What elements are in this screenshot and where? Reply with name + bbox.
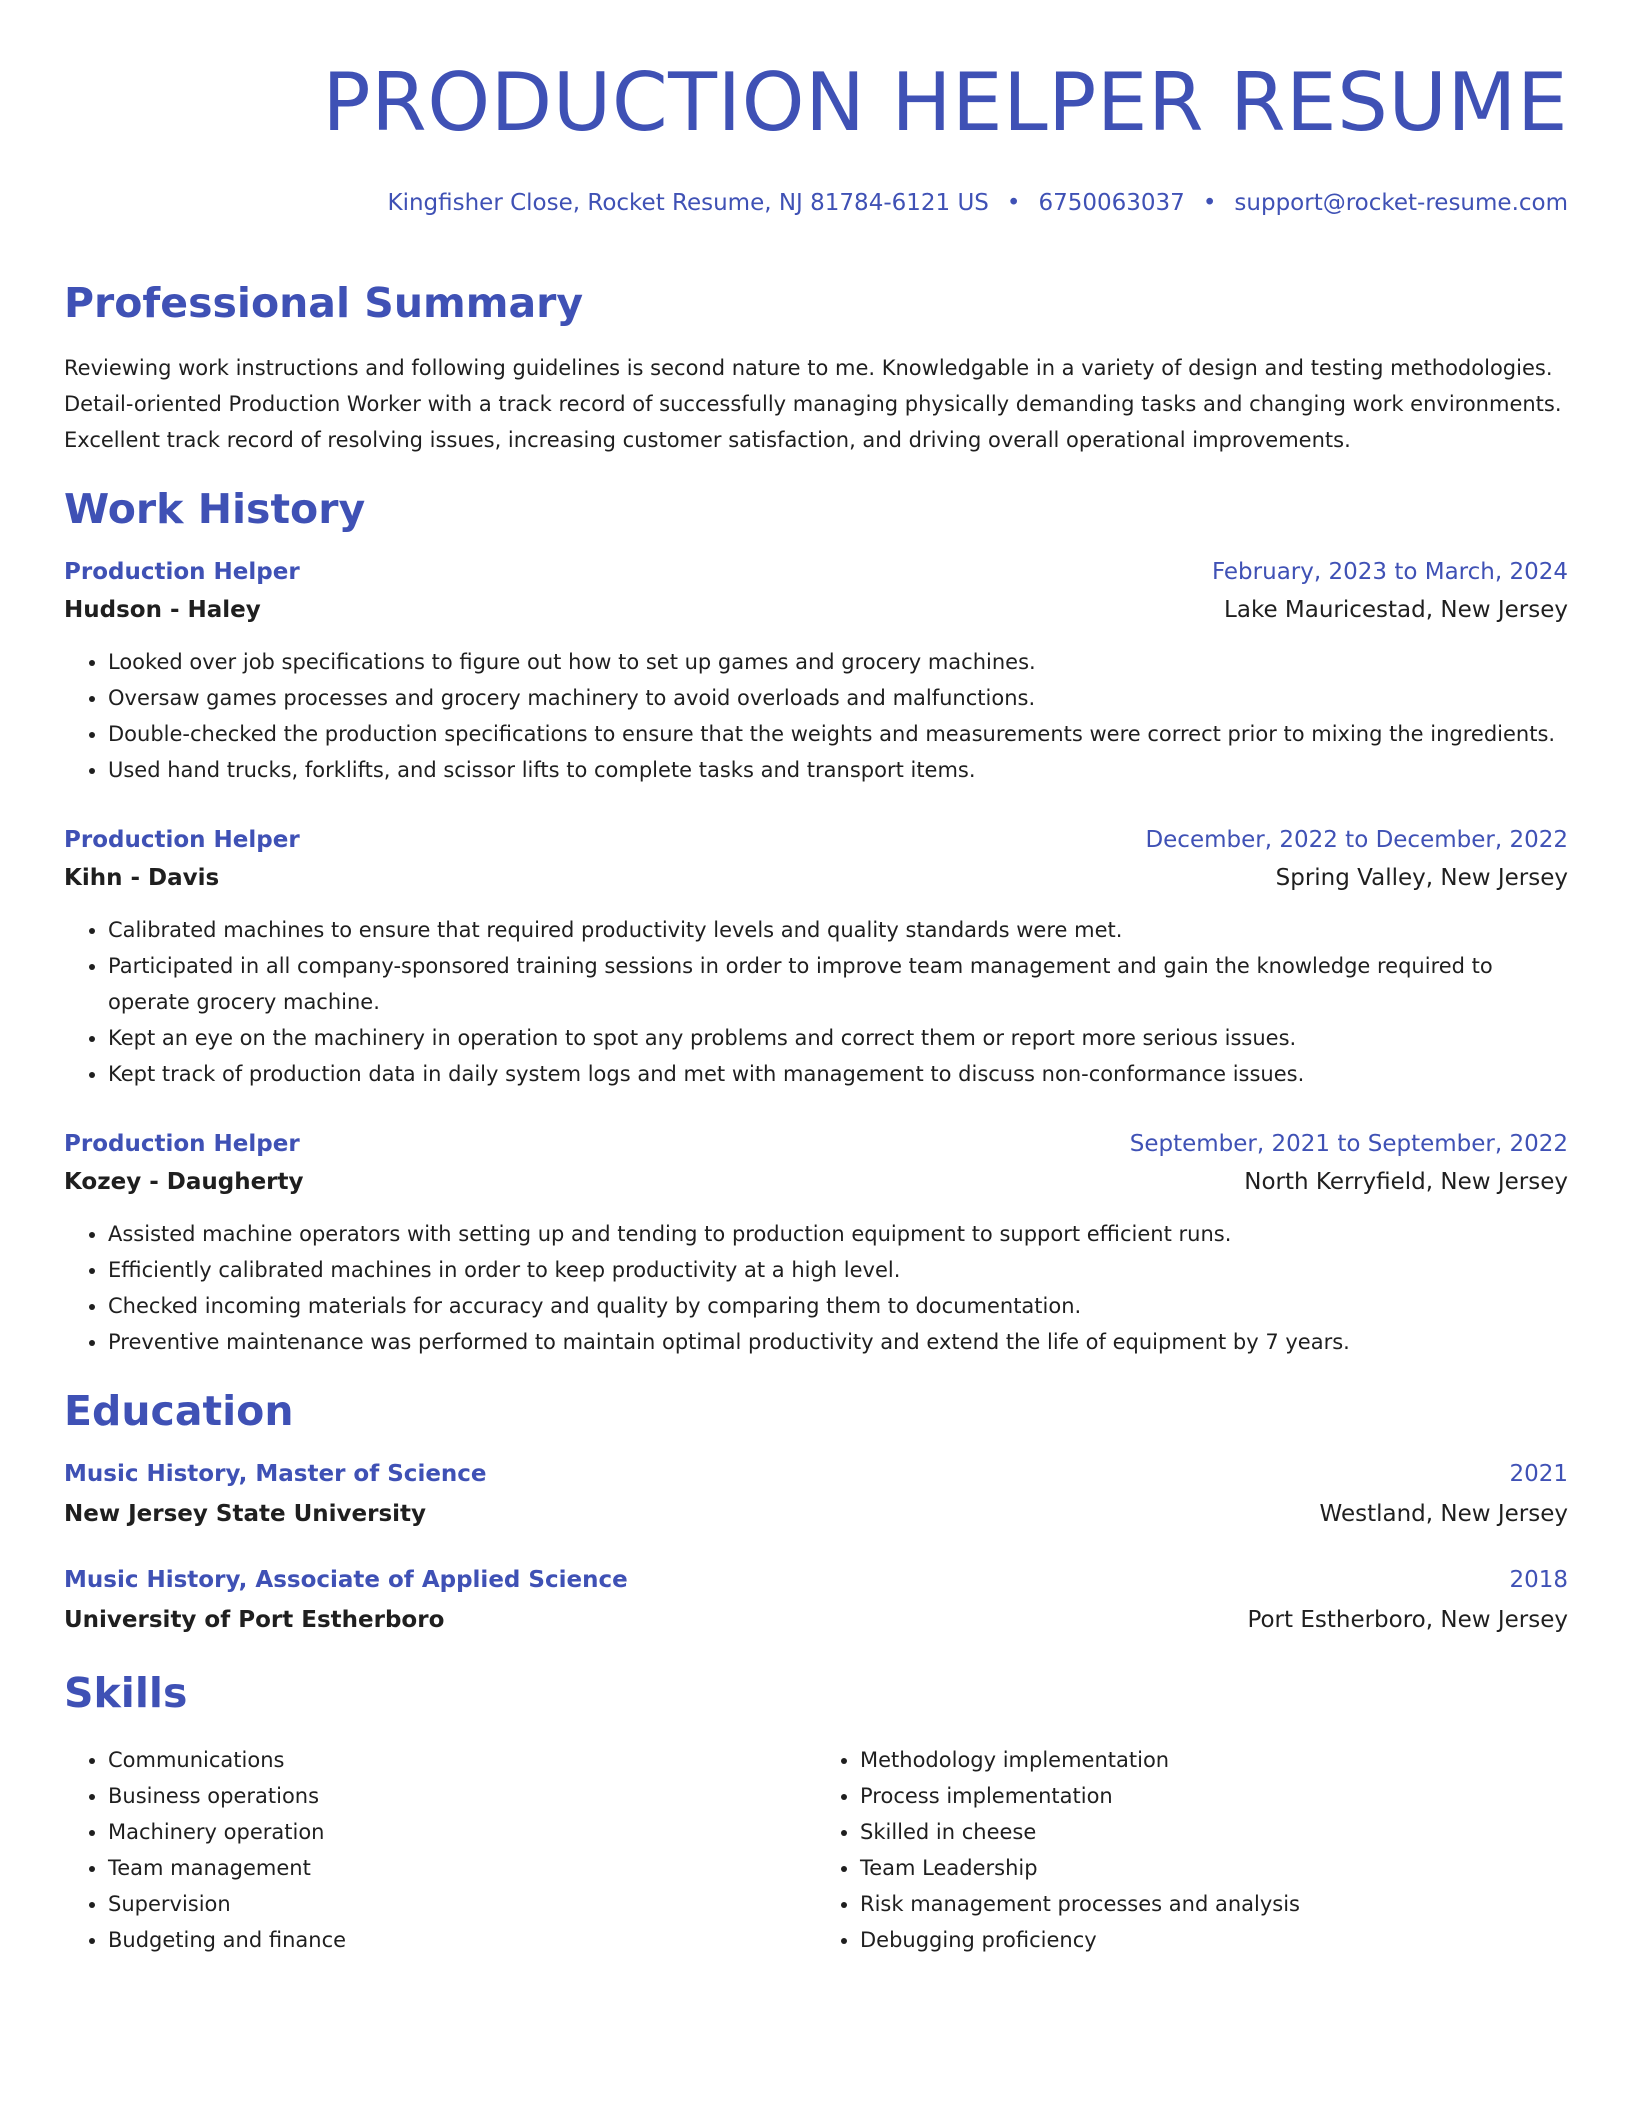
- job-company: Hudson - Haley: [64, 597, 261, 623]
- job-company-row: [64, 862, 1568, 894]
- resume-title: PRODUCTION HELPER RESUME: [322, 56, 1568, 149]
- education-school-row: [64, 1604, 1568, 1636]
- skill-item: • Supervision: [108, 1886, 816, 1922]
- education-header-row: [64, 1458, 1568, 1490]
- summary-text: Reviewing work instructions and following guidelines is second nature to me. Knowledgable in a variety of design and testing methodologies. Detail-oriented Production Worker with a track record of successfully managing physically demanding tasks and changing work environments. Excellent track record of resolving issues, increasing customer satisfaction, and driving overall operational improvements.: [64, 356, 1562, 452]
- education-degree: Music History, Master of Science: [64, 1461, 487, 1487]
- education-degree: Music History, Associate of Applied Science: [64, 1567, 628, 1593]
- job-bullet: • Looked over job specifications to figure out how to set up games and grocery machines.: [108, 644, 1568, 680]
- job-location: Lake Mauricestad, New Jersey: [1224, 597, 1568, 623]
- skill-item: • Methodology implementation: [860, 1742, 1568, 1778]
- job-bullet: • Double-checked the production specifications to ensure that the weights and measurements were correct prior to mixing the ingredients.: [108, 716, 1568, 752]
- contact-separator: •: [1006, 190, 1021, 216]
- job-header-row: [64, 824, 1568, 856]
- job-entry: [64, 1128, 1568, 1360]
- summary-heading: Professional Summary: [64, 279, 584, 327]
- education-entry: [64, 1458, 1568, 1530]
- job-header-row: [64, 1128, 1568, 1160]
- job-bullet: • Calibrated machines to ensure that required productivity levels and quality standards were met.: [108, 912, 1568, 948]
- contact-address: Kingfisher Close, Rocket Resume, NJ 81784-6121 US: [387, 190, 989, 216]
- education-entry: [64, 1564, 1568, 1636]
- education-year: 2018: [1509, 1567, 1568, 1593]
- job-bullet: • Preventive maintenance was performed to maintain optimal productivity and extend the life of equipment by 7 years.: [108, 1324, 1568, 1360]
- education-location: Port Estherboro, New Jersey: [1247, 1607, 1568, 1633]
- job-entry: [64, 556, 1568, 788]
- skill-item: • Machinery operation: [108, 1814, 816, 1850]
- education-school: University of Port Estherboro: [64, 1607, 445, 1633]
- job-bullet: • Oversaw games processes and grocery machinery to avoid overloads and malfunctions.: [108, 680, 1568, 716]
- skills-columns: [64, 1742, 1568, 1958]
- job-bullet: • Participated in all company-sponsored training sessions in order to improve team management and gain the knowledge required to operate grocery machine.: [108, 948, 1568, 1020]
- skill-item: • Communications: [108, 1742, 816, 1778]
- job-bullets: [64, 1216, 1568, 1360]
- job-header-row: [64, 556, 1568, 588]
- skill-item: • Team management: [108, 1850, 816, 1886]
- contact-phone: 6750063037: [1038, 190, 1185, 216]
- job-company: Kihn - Davis: [64, 865, 220, 891]
- job-bullet: • Assisted machine operators with setting up and tending to production equipment to support efficient runs.: [108, 1216, 1568, 1252]
- job-bullet: • Kept an eye on the machinery in operation to spot any problems and correct them or report more serious issues.: [108, 1020, 1568, 1056]
- contact-line: [64, 188, 1568, 218]
- skill-item: • Process implementation: [860, 1778, 1568, 1814]
- job-bullets: [64, 912, 1568, 1092]
- education-school-row: [64, 1498, 1568, 1530]
- skill-item: • Budgeting and finance: [108, 1922, 816, 1958]
- education-year: 2021: [1509, 1461, 1568, 1487]
- job-title: Production Helper: [64, 559, 300, 585]
- education-heading: Education: [64, 1387, 294, 1435]
- job-dates: September, 2021 to September, 2022: [1129, 1131, 1568, 1157]
- education-school: New Jersey State University: [64, 1501, 427, 1527]
- skills-list-left: [64, 1742, 816, 1958]
- education-location: Westland, New Jersey: [1319, 1501, 1568, 1527]
- skill-item: • Business operations: [108, 1778, 816, 1814]
- job-title: Production Helper: [64, 1131, 300, 1157]
- skill-item: • Skilled in cheese: [860, 1814, 1568, 1850]
- job-title: Production Helper: [64, 827, 300, 853]
- job-company-row: [64, 1166, 1568, 1198]
- skill-item: • Risk management processes and analysis: [860, 1886, 1568, 1922]
- job-company: Kozey - Daugherty: [64, 1169, 304, 1195]
- skill-item: • Team Leadership: [860, 1850, 1568, 1886]
- job-company-row: [64, 594, 1568, 626]
- job-dates: February, 2023 to March, 2024: [1211, 559, 1568, 585]
- job-bullet: • Efficiently calibrated machines in order to keep productivity at a high level.: [108, 1252, 1568, 1288]
- contact-email: support@rocket-resume.com: [1234, 190, 1568, 216]
- skill-item: • Debugging proficiency: [860, 1922, 1568, 1958]
- contact-separator: •: [1202, 190, 1217, 216]
- work-history-heading: Work History: [64, 485, 366, 533]
- job-location: Spring Valley, New Jersey: [1275, 865, 1568, 891]
- job-bullet: • Kept track of production data in daily system logs and met with management to discuss non-conformance issues.: [108, 1056, 1568, 1092]
- job-location: North Kerryfield, New Jersey: [1244, 1169, 1568, 1195]
- skills-heading: Skills: [64, 1669, 188, 1717]
- job-bullets: [64, 644, 1568, 788]
- job-bullet: • Checked incoming materials for accuracy and quality by comparing them to documentation.: [108, 1288, 1568, 1324]
- job-entry: [64, 824, 1568, 1092]
- skills-list-right: [816, 1742, 1568, 1958]
- job-dates: December, 2022 to December, 2022: [1145, 827, 1568, 853]
- education-header-row: [64, 1564, 1568, 1596]
- job-bullet: • Used hand trucks, forklifts, and scissor lifts to complete tasks and transport items.: [108, 752, 1568, 788]
